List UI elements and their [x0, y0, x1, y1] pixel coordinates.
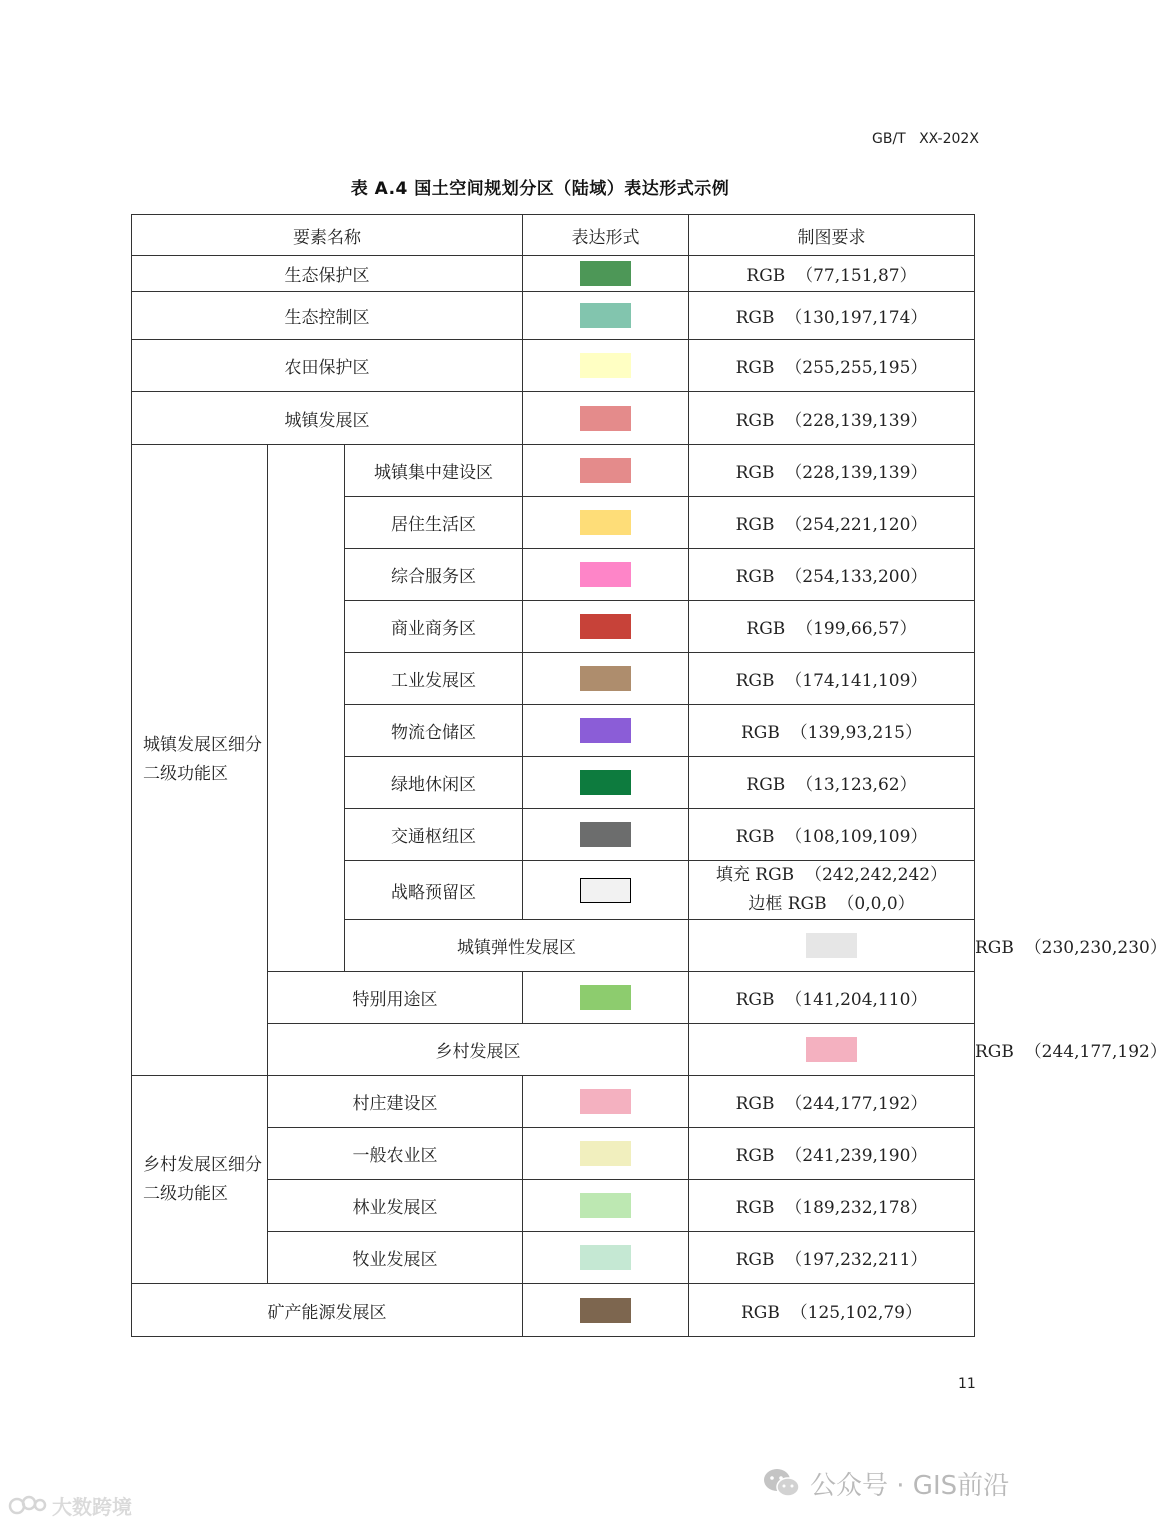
header-drawing-requirement: 制图要求	[689, 215, 975, 256]
wechat-icon	[762, 1467, 802, 1499]
row-name: 特别用途区	[268, 972, 523, 1024]
row-requirement: RGB （139,93,215）	[689, 705, 975, 757]
swatch-cell	[523, 1076, 689, 1128]
color-swatch	[580, 822, 631, 847]
page-number: 11	[958, 1376, 976, 1392]
row-name: 战略预留区	[345, 861, 523, 920]
color-swatch	[580, 1141, 631, 1166]
row-requirement: RGB （108,109,109）	[689, 809, 975, 861]
swatch-cell	[523, 757, 689, 809]
row-requirement: RGB （141,204,110）	[689, 972, 975, 1024]
swatch-cell	[523, 549, 689, 601]
color-swatch	[806, 933, 857, 958]
row-requirement: RGB （241,239,190）	[689, 1128, 975, 1180]
site-brand-text: 大数跨境	[52, 1494, 132, 1519]
swatch-cell	[523, 1232, 689, 1284]
row-name: 城镇发展区	[132, 392, 523, 445]
table-row	[132, 256, 975, 292]
row-name: 交通枢纽区	[345, 809, 523, 861]
fill-requirement: 填充 RGB （242,242,242）	[715, 865, 948, 885]
swatch-cell	[523, 653, 689, 705]
urban-subdivision-group: 城镇发展区细分二级功能区	[132, 445, 268, 1076]
row-requirement: RGB （13,123,62）	[689, 757, 975, 809]
row-name: 居住生活区	[345, 497, 523, 549]
table-row	[132, 445, 975, 497]
table-row	[132, 340, 975, 392]
row-name: 矿产能源发展区	[132, 1284, 523, 1337]
color-swatch	[580, 353, 631, 378]
swatch-cell	[523, 340, 689, 392]
header-expression-form: 表达形式	[523, 215, 689, 256]
color-swatch	[580, 1089, 631, 1114]
row-requirement: RGB （255,255,195）	[689, 340, 975, 392]
wechat-watermark	[762, 1466, 1009, 1500]
color-swatch	[580, 666, 631, 691]
swatch-cell	[523, 809, 689, 861]
color-swatch	[580, 303, 631, 328]
swatch-cell	[689, 920, 975, 972]
color-swatch	[580, 770, 631, 795]
row-name: 工业发展区	[345, 653, 523, 705]
table-header-row	[132, 215, 975, 256]
header-element-name: 要素名称	[132, 215, 523, 256]
swatch-cell	[523, 292, 689, 340]
row-requirement	[689, 861, 975, 920]
row-requirement: RGB （197,232,211）	[689, 1232, 975, 1284]
row-name: 城镇弹性发展区	[345, 920, 689, 972]
standard-code: GB/T XX-202X	[872, 131, 979, 147]
color-swatch	[580, 406, 631, 431]
rural-subdivision-group: 乡村发展区细分二级功能区	[132, 1076, 268, 1284]
row-name: 农田保护区	[132, 340, 523, 392]
row-name: 乡村发展区	[268, 1024, 689, 1076]
swatch-cell	[523, 861, 689, 920]
row-name: 商业商务区	[345, 601, 523, 653]
table-row	[132, 392, 975, 445]
row-name: 村庄建设区	[268, 1076, 523, 1128]
row-name: 林业发展区	[268, 1180, 523, 1232]
row-requirement: RGB （130,197,174）	[689, 292, 975, 340]
tree-spacer	[268, 445, 345, 972]
swatch-cell	[523, 705, 689, 757]
swatch-cell	[523, 497, 689, 549]
swatch-cell	[523, 1128, 689, 1180]
row-name: 生态控制区	[132, 292, 523, 340]
legend-table	[131, 214, 1167, 1337]
row-requirement: RGB （228,139,139）	[689, 392, 975, 445]
color-swatch	[580, 1245, 631, 1270]
loop-logo-icon	[8, 1493, 48, 1517]
color-swatch	[580, 261, 631, 286]
row-requirement: RGB （125,102,79）	[689, 1284, 975, 1337]
color-swatch	[580, 985, 631, 1010]
swatch-cell	[523, 1180, 689, 1232]
color-swatch	[806, 1037, 857, 1062]
row-name: 一般农业区	[268, 1128, 523, 1180]
color-swatch	[580, 718, 631, 743]
table-row: 乡村发展区 RGB （244,177,192）	[132, 1024, 975, 1076]
table-row: 城镇弹性发展区 RGB （230,230,230）	[132, 920, 975, 972]
color-swatch	[580, 458, 631, 483]
table-row	[132, 292, 975, 340]
row-requirement: RGB （77,151,87）	[689, 256, 975, 292]
wechat-brand-text: 公众号 · GIS前沿	[810, 1470, 1010, 1501]
table-row	[132, 1076, 975, 1128]
color-swatch	[580, 562, 631, 587]
row-name: 绿地休闲区	[345, 757, 523, 809]
color-swatch	[580, 1298, 631, 1323]
swatch-cell	[523, 256, 689, 292]
row-requirement: RGB （189,232,178）	[689, 1180, 975, 1232]
row-name: 城镇集中建设区	[345, 445, 523, 497]
table-title: 表 A.4 国土空间规划分区（陆域）表达形式示例	[350, 179, 730, 199]
swatch-cell	[523, 1284, 689, 1337]
table-row	[132, 1284, 975, 1337]
color-swatch	[580, 1193, 631, 1218]
row-requirement: RGB （228,139,139）	[689, 445, 975, 497]
row-requirement: RGB （254,221,120）	[689, 497, 975, 549]
row-name: 生态保护区	[132, 256, 523, 292]
border-requirement: 边框 RGB （0,0,0）	[748, 894, 915, 914]
swatch-cell	[689, 1024, 975, 1076]
row-name: 物流仓储区	[345, 705, 523, 757]
color-swatch	[580, 878, 631, 903]
swatch-cell	[523, 445, 689, 497]
row-requirement: RGB （199,66,57）	[689, 601, 975, 653]
swatch-cell	[523, 972, 689, 1024]
color-swatch	[580, 510, 631, 535]
row-name: 综合服务区	[345, 549, 523, 601]
row-name: 牧业发展区	[268, 1232, 523, 1284]
row-requirement: RGB （244,177,192）	[689, 1076, 975, 1128]
swatch-cell	[523, 392, 689, 445]
swatch-cell	[523, 601, 689, 653]
row-requirement: RGB （254,133,200）	[689, 549, 975, 601]
color-swatch	[580, 614, 631, 639]
site-watermark	[8, 1491, 132, 1519]
row-requirement: RGB （174,141,109）	[689, 653, 975, 705]
